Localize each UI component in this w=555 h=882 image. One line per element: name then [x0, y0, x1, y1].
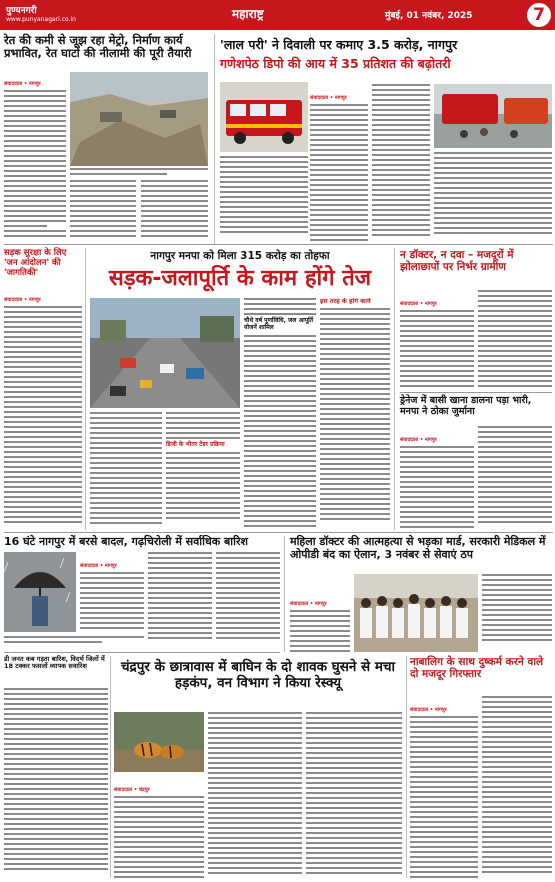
drain-story-dateline: संवाददाता • नागपुर: [400, 437, 437, 443]
issue-date: मुंबई, 01 नवंबर, 2025: [385, 11, 473, 21]
bus-depot-photo: [220, 82, 308, 152]
nmc-grant-kicker: नागपुर मनपा को मिला 315 करोड़ का तोहफा: [150, 250, 330, 262]
page-number: 7: [527, 3, 551, 27]
laal-pari-headline-2[interactable]: गणेशपेठ डिपो की आय में 35 प्रतिशत की बढ़ोतरी: [220, 56, 451, 71]
nmc-grant-sub1: चौथे वर्ष पूर्णाविधि, जल आपूर्ति योजनें शामिल: [244, 317, 314, 331]
hostel-story-dateline: संवाददाता • चंद्रपुर: [114, 787, 150, 793]
minor-story-headline[interactable]: नाबालिग के साथ दुष्कर्म करने वाले दो मजदूर गिरफ्तार: [410, 656, 544, 681]
nmc-grant-col-3: [320, 298, 390, 530]
laal-pari-column-0: [220, 156, 308, 242]
hostel-story-headline[interactable]: चंद्रपुर के छात्रावास में बाघिन के दो शावक घुसने से मचा हड़कंप, वन विभाग ने किया रेस्क्यू: [120, 659, 396, 691]
medic-story-headline[interactable]: महिला डॉक्टर की आत्महत्या से भड़का मार्ड, सरकारी मेडिकल में ओपीडी बंद का ऐलान, 3 नवंबर से सेवाएं ठप: [290, 535, 546, 561]
section-title: महाराष्ट्र: [232, 7, 264, 21]
rain-story-column-2: [148, 552, 212, 648]
rain-story-dateline: संवाददाता • नागपुर: [80, 563, 117, 569]
minor-story-dateline: संवाददाता • नागपुर: [410, 707, 447, 713]
hostel-story-column-2: [208, 712, 302, 878]
rain-story-headline[interactable]: 16 घंटे नागपुर में बरसे बादल, गढ़चिरोली में सर्वाधिक बारिश: [4, 535, 248, 548]
nmc-grant-sub2: इस तरह के होंगे कार्य: [320, 298, 371, 305]
sand-story-dateline: संवाददाता • नागपुर: [4, 81, 41, 87]
sand-story-headline[interactable]: रेत की कमी से जूझ रहा मेट्रो, निर्माण कार्य प्रभावित, रेत घाटों की नीलामी की पूरी तैयारी: [4, 33, 192, 61]
drain-story-headline[interactable]: ड्रेनेज में बासी खाना डालना पड़ा भारी, मनपा ने ठोका जुर्माना: [400, 395, 532, 417]
road-demand-headline[interactable]: सड़क सुरक्षा के लिए 'जन आंदोलन' की 'जागतिकी': [4, 248, 67, 278]
nmc-grant-headline[interactable]: सड़क-जलापूर्ति के काम होंगे तेज: [108, 266, 372, 291]
sand-story-column-2: [70, 180, 136, 240]
laal-pari-column-1: [310, 84, 368, 242]
laal-pari-column-3: [434, 152, 552, 242]
doctor-story-dateline: संवाददाता • नागपुर: [400, 301, 437, 307]
rain-story-column-1: [80, 552, 144, 632]
drain-story-column-2: [478, 426, 552, 530]
minor-story-column-1: [410, 696, 478, 878]
doctor-story-column-2: [478, 290, 552, 390]
brand-name: पुण्यनगरी: [6, 6, 37, 16]
nmc-grant-col-2: [244, 298, 316, 530]
medic-story-dateline: संवाददाता • नागपुर: [290, 601, 327, 607]
doctor-story-headline[interactable]: न डॉक्टर, न दवा – मजदूरों में झोलाछापों पर निर्भर ग्रामीण: [400, 249, 514, 274]
rain-umbrella-photo: [4, 552, 76, 632]
doctor-story-column-1: [400, 290, 474, 390]
tiger-cubs-photo: [114, 712, 204, 772]
laal-pari-column-2: [372, 84, 430, 242]
rain-story-subhead: डी जनत कब गड़ता बारिश, विदर्भ जिलों में 18 टक्कर फसलों व्यापक सवारिश: [4, 655, 105, 671]
nmc-grant-col-photo-below-2: [166, 412, 240, 530]
masthead: [0, 0, 555, 30]
road-demand-dateline: संवाददाता • नागपुर: [4, 297, 41, 303]
laal-pari-dateline: संवाददाता • नागपुर: [310, 95, 347, 101]
minor-story-column-2: [482, 696, 552, 878]
road-demand-column: [4, 286, 82, 526]
laal-pari-headline-1[interactable]: 'लाल परी' ने दिवाली पर कमाए 3.5 करोड़, नागपुर: [220, 37, 458, 52]
nmc-grant-sub3: डिजी के भीतर टेंडर प्रक्रिया: [166, 441, 225, 448]
doctors-protest-photo: [354, 574, 478, 652]
sand-story-column-3: [141, 180, 208, 240]
rain-lower-column-1: [4, 688, 108, 878]
bus-passengers-photo: [434, 84, 552, 148]
hostel-story-column-1: [114, 776, 204, 878]
sand-site-photo: [70, 72, 208, 166]
rain-story-column-3: [216, 552, 280, 648]
medic-story-column-2: [482, 574, 552, 652]
hostel-story-column-3: [306, 712, 402, 878]
rain-story-column-0: [4, 636, 144, 648]
sand-story-column: [4, 70, 66, 240]
road-traffic-photo: [90, 298, 240, 408]
nmc-grant-col-photo-below: [90, 412, 162, 530]
website-url[interactable]: www.punyanagari.co.in: [6, 16, 76, 23]
sand-photo-caption: [70, 168, 208, 178]
medic-story-column-1: [290, 590, 350, 652]
drain-story-column-1: [400, 426, 474, 530]
